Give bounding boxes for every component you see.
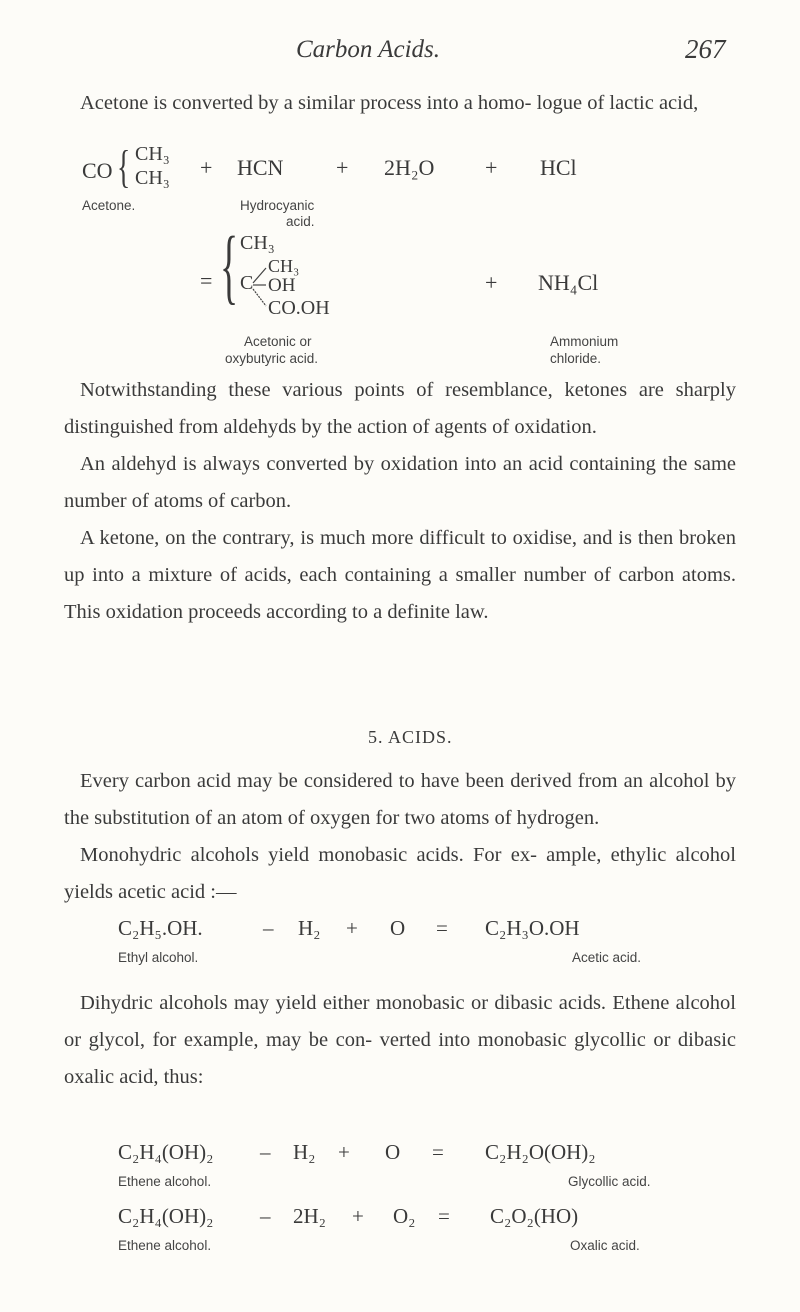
paragraph-ketones: Notwithstanding these various points of resemblance, ketones are sharply distinguished from aldehyds by the action of agents of oxidation.: [64, 379, 736, 438]
paragraph-dihydric: Dihydric alcohols may yield either monobasic or dibasic acids. Ethene alcohol or glycol, for example, may be con- verted into monobasic glycollic or dibasic oxalic acid, thus:: [64, 992, 736, 1088]
label-chloride: chloride.: [550, 351, 602, 366]
label-acetone: Acetone.: [82, 198, 136, 213]
ethene-alcohol-formula: C₂H₄(OH)₂: [118, 1140, 214, 1164]
product-oh: OH: [268, 275, 296, 296]
oxygen-formula: O₂: [393, 1204, 416, 1228]
minus-sign: –: [263, 916, 274, 940]
plus-sign: +: [338, 1140, 350, 1164]
paragraph-ketone: A ketone, on the contrary, is much more difficult to oxidise, and is then broken up into a mixture of acids, each containing a smaller number of carbon atoms. This oxidation proceeds according to a definite law.: [64, 527, 736, 623]
hydrogen-formula: H₂: [298, 916, 321, 940]
label-glycollic-acid: Glycollic acid.: [568, 1174, 651, 1189]
reactant-co: CO: [82, 158, 113, 183]
paragraph-aldehyd: An aldehyd is always converted by oxidation into an acid containing the same number of atoms of carbon.: [64, 453, 736, 512]
equals-sign: =: [436, 916, 448, 940]
ammonium-chloride-formula: NH₄Cl: [538, 270, 599, 295]
product-cooh: CO.OH: [268, 297, 330, 319]
ethene-alcohol-formula: C₂H₄(OH)₂: [118, 1204, 214, 1228]
product-central-carbon: C: [240, 272, 254, 294]
bond-lines: [0, 0, 800, 400]
glycollic-acid-formula: C₂H₂O(OH)₂: [485, 1140, 596, 1164]
minus-sign: –: [260, 1140, 271, 1164]
label-ammonium: Ammonium: [550, 334, 619, 349]
label-hydrocyanic: Hydrocyanic: [240, 198, 315, 213]
page-number: 267: [685, 34, 726, 64]
label-oxalic-acid: Oxalic acid.: [570, 1238, 640, 1253]
paragraph-carbon-acid: Every carbon acid may be considered to have been derived from an alcohol by the substitution of an atom of oxygen for two atoms of hydrogen.: [64, 770, 736, 829]
reactant-ch3-top: CH₃: [135, 143, 170, 165]
reactant-ch3-bottom: CH₃: [135, 167, 170, 189]
minus-sign: –: [260, 1204, 271, 1228]
plus-sign: +: [485, 155, 498, 180]
plus-sign: +: [485, 270, 498, 295]
reactant-brace: {: [117, 141, 131, 192]
label-ethene-alcohol: Ethene alcohol.: [118, 1238, 212, 1253]
product-ch3-top: CH₃: [240, 232, 275, 254]
acetic-acid-formula: C₂H₃O.OH: [485, 916, 580, 940]
equals-sign: =: [438, 1204, 450, 1228]
oxalic-acid-formula: C₂O₂(HO): [490, 1204, 579, 1228]
intro-text: Acetone is converted by a similar process into a homo- logue of lactic acid,: [80, 92, 699, 114]
plus-sign: +: [346, 916, 358, 940]
product-ch3-branch: CH₃: [268, 256, 300, 276]
hydrogen-formula: 2H₂: [293, 1204, 326, 1228]
oxygen-formula: O: [390, 916, 406, 940]
oxygen-formula: O: [385, 1140, 401, 1164]
label-ethyl-alcohol: Ethyl alcohol.: [118, 950, 199, 965]
label-acetic-acid: Acetic acid.: [572, 950, 642, 965]
ethyl-alcohol-formula: C₂H₅.OH.: [118, 916, 203, 940]
paragraph-monohydric: Monohydric alcohols yield monobasic acids. For ex- ample, ethylic alcohol yields acetic acid :—: [64, 844, 736, 903]
oxidation-paragraphs: [64, 372, 736, 631]
acids-paragraphs: [64, 763, 736, 911]
dihydric-paragraph: [64, 985, 736, 1096]
plus-sign: +: [200, 155, 213, 180]
water-formula: 2H₂O: [384, 155, 435, 180]
product-brace: {: [220, 220, 239, 313]
hcl-formula: HCl: [540, 155, 577, 180]
plus-sign: +: [336, 155, 349, 180]
plus-sign: +: [352, 1204, 364, 1228]
label-hydrocyanic-acid: acid.: [286, 214, 315, 229]
label-acetonic: Acetonic or: [244, 334, 312, 349]
section-heading: 5. ACIDS.: [368, 727, 453, 747]
label-oxybutyric: oxybutyric acid.: [225, 351, 319, 366]
label-ethene-alcohol: Ethene alcohol.: [118, 1174, 212, 1189]
hcn-formula: HCN: [237, 155, 284, 180]
hydrogen-formula: H₂: [293, 1140, 316, 1164]
equals-sign: =: [200, 268, 213, 293]
running-header: Carbon Acids.: [296, 36, 440, 63]
equals-sign: =: [432, 1140, 444, 1164]
